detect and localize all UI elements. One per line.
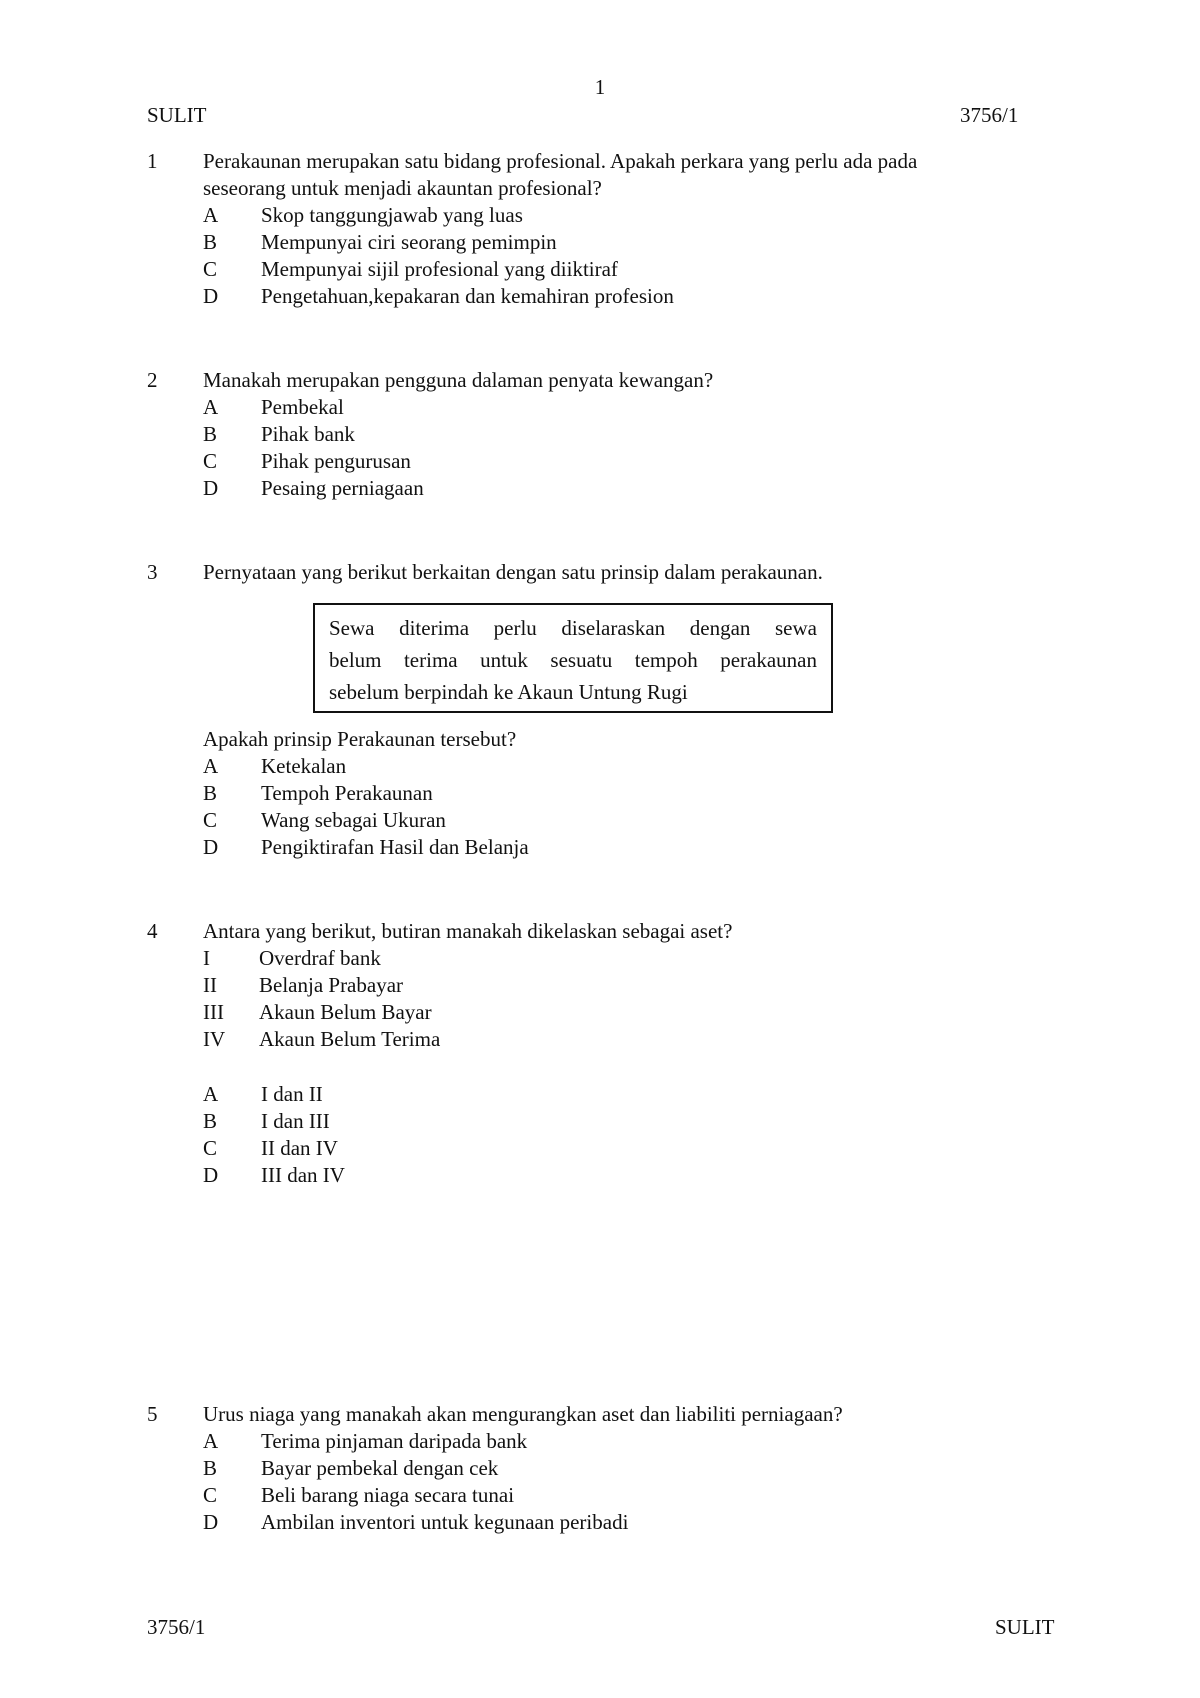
option-text: Pengetahuan,kepakaran dan kemahiran profesion [261,284,674,308]
option-text: II dan IV [261,1136,338,1160]
statement-line: Sewa diterima perlu diselaraskan dengan sewa [329,616,817,640]
question-text: Perakaunan merupakan satu bidang profesional. Apakah perkara yang perlu ada pada [203,149,918,173]
item-numeral: I [203,946,210,970]
statement-line: belum terima untuk sesuatu tempoh perakaunan [329,648,817,672]
option-letter: C [203,257,218,281]
option-text: I dan II [261,1082,323,1106]
option-text: Wang sebagai Ukuran [261,808,446,832]
statement-line: sebelum berpindah ke Akaun Untung Rugi [329,680,688,704]
option-letter: C [203,1136,218,1160]
question-text: Manakah merupakan pengguna dalaman penyata kewangan? [203,368,714,392]
question-number: 1 [147,149,158,173]
item-text: Akaun Belum Terima [259,1027,441,1051]
page-number: 1 [594,75,606,99]
option-letter: B [203,781,218,805]
question-text: Pernyataan yang berikut berkaitan dengan satu prinsip dalam perakaunan. [203,560,823,584]
option-letter: B [203,422,218,446]
statement-box [313,603,833,713]
option-letter: A [203,754,219,778]
option-text: Pengiktirafan Hasil dan Belanja [261,835,529,859]
option-letter: A [203,203,219,227]
option-text: Mempunyai sijil profesional yang diiktiraf [261,257,618,281]
option-letter: C [203,1483,218,1507]
option-text: Tempoh Perakaunan [261,781,433,805]
option-letter: C [203,808,218,832]
question-text: Antara yang berikut, butiran manakah dikelaskan sebagai aset? [203,919,733,943]
option-letter: C [203,449,218,473]
option-letter: D [203,476,219,500]
option-text: Pembekal [261,395,344,419]
item-numeral: II [203,973,217,997]
option-letter: A [203,395,219,419]
question-number: 5 [147,1402,158,1426]
question-number: 4 [147,919,158,943]
option-text: Pihak pengurusan [261,449,411,473]
item-text: Akaun Belum Bayar [259,1000,432,1024]
option-text: Mempunyai ciri seorang pemimpin [261,230,557,254]
header-classification: SULIT [147,103,207,127]
question-text: seseorang untuk menjadi akauntan profesional? [203,176,602,200]
option-text: Skop tanggungjawab yang luas [261,203,523,227]
question-number: 3 [147,560,158,584]
item-text: Belanja Prabayar [259,973,404,997]
option-letter: A [203,1082,219,1106]
footer-paper-code: 3756/1 [147,1615,206,1639]
question-text: Urus niaga yang manakah akan mengurangkan aset dan liabiliti perniagaan? [203,1402,843,1426]
option-text: I dan III [261,1109,330,1133]
item-text: Overdraf bank [259,946,381,970]
option-text: Ambilan inventori untuk kegunaan peribadi [261,1510,629,1534]
option-letter: B [203,230,218,254]
question-number: 2 [147,368,158,392]
option-letter: D [203,1510,219,1534]
option-text: Pesaing perniagaan [261,476,424,500]
option-letter: B [203,1456,218,1480]
item-numeral: III [203,1000,224,1024]
item-numeral: IV [203,1027,226,1051]
option-letter: A [203,1429,219,1453]
option-letter: B [203,1109,218,1133]
footer-classification: SULIT [995,1615,1055,1639]
option-text: Ketekalan [261,754,347,778]
option-letter: D [203,284,219,308]
option-text: Pihak bank [261,422,355,446]
option-letter: D [203,1163,219,1187]
header-paper-code: 3756/1 [960,103,1019,127]
option-text: Bayar pembekal dengan cek [261,1456,499,1480]
option-text: III dan IV [261,1163,345,1187]
option-text: Beli barang niaga secara tunai [261,1483,515,1507]
option-text: Terima pinjaman daripada bank [261,1429,528,1453]
question-prompt: Apakah prinsip Perakaunan tersebut? [203,727,517,751]
option-letter: D [203,835,219,859]
